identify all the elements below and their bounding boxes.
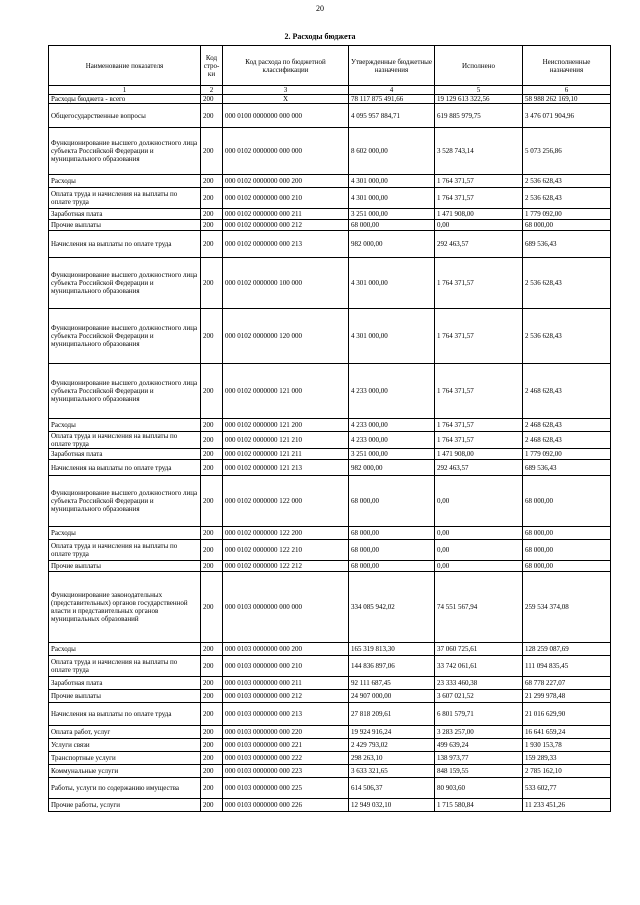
row-executed: 1 764 371,57 xyxy=(435,419,523,432)
row-executed: 3 283 257,00 xyxy=(435,726,523,739)
table-body xyxy=(49,95,611,812)
row-unexecuted: 2 536 628,43 xyxy=(523,175,611,188)
row-unexecuted: 68 000,00 xyxy=(523,476,611,527)
column-number: 6 xyxy=(523,86,611,95)
table-row xyxy=(49,432,611,449)
row-line-code: 200 xyxy=(201,703,223,726)
row-name: Расходы бюджета - всего xyxy=(49,95,201,104)
row-name: Заработная плата xyxy=(49,209,201,220)
row-expense-code: 000 0103 0000000 000 000 xyxy=(223,572,349,643)
header-unexecuted: Неисполненные назначения xyxy=(523,46,611,86)
row-name: Функционирование высшего должностного лица субъекта Российской Федерации и муниципального образования xyxy=(49,309,201,364)
row-executed: 37 060 725,61 xyxy=(435,643,523,656)
row-approved: 78 117 875 491,66 xyxy=(349,95,435,104)
row-expense-code: 000 0103 0000000 000 221 xyxy=(223,739,349,752)
column-number: 3 xyxy=(223,86,349,95)
row-expense-code: 000 0102 0000000 121 213 xyxy=(223,460,349,476)
row-name: Расходы xyxy=(49,643,201,656)
row-executed: 848 159,55 xyxy=(435,765,523,778)
row-executed: 1 764 371,57 xyxy=(435,258,523,309)
table-row xyxy=(49,104,611,128)
row-executed: 0,00 xyxy=(435,220,523,231)
table-row xyxy=(49,677,611,690)
row-expense-code: 000 0103 0000000 000 225 xyxy=(223,778,349,799)
table-row xyxy=(49,175,611,188)
row-executed: 1 764 371,57 xyxy=(435,175,523,188)
row-name: Расходы xyxy=(49,419,201,432)
row-approved: 4 301 000,00 xyxy=(349,309,435,364)
table-row xyxy=(49,765,611,778)
row-executed: 0,00 xyxy=(435,540,523,561)
column-number: 1 xyxy=(49,86,201,95)
row-expense-code: 000 0102 0000000 122 000 xyxy=(223,476,349,527)
row-line-code: 200 xyxy=(201,540,223,561)
row-name: Прочие выплаты xyxy=(49,561,201,572)
row-expense-code: 000 0102 0000000 120 000 xyxy=(223,309,349,364)
row-executed: 1 471 908,00 xyxy=(435,449,523,460)
row-unexecuted: 68 000,00 xyxy=(523,561,611,572)
row-expense-code: 000 0103 0000000 000 222 xyxy=(223,752,349,765)
row-line-code: 200 xyxy=(201,656,223,677)
row-line-code: 200 xyxy=(201,572,223,643)
row-expense-code: 000 0102 0000000 121 211 xyxy=(223,449,349,460)
row-name: Функционирование высшего должностного лица субъекта Российской Федерации и муниципального образования xyxy=(49,128,201,175)
row-name: Прочие выплаты xyxy=(49,220,201,231)
row-line-code: 200 xyxy=(201,677,223,690)
row-approved: 4 233 000,00 xyxy=(349,419,435,432)
row-line-code: 200 xyxy=(201,643,223,656)
row-expense-code: 000 0102 0000000 122 200 xyxy=(223,527,349,540)
table-row xyxy=(49,726,611,739)
row-executed: 1 764 371,57 xyxy=(435,188,523,209)
row-name: Коммунальные услуги xyxy=(49,765,201,778)
row-line-code: 200 xyxy=(201,231,223,258)
row-line-code: 200 xyxy=(201,128,223,175)
table-row xyxy=(49,209,611,220)
row-approved: 982 000,00 xyxy=(349,460,435,476)
row-expense-code: 000 0103 0000000 000 226 xyxy=(223,799,349,812)
row-approved: 298 263,10 xyxy=(349,752,435,765)
row-executed: 138 973,77 xyxy=(435,752,523,765)
row-executed: 0,00 xyxy=(435,476,523,527)
row-unexecuted: 16 641 659,24 xyxy=(523,726,611,739)
row-name: Общегосударственные вопросы xyxy=(49,104,201,128)
row-name: Функционирование законодательных (представительных) органов государственной власти и представительных органов муниципальных образований xyxy=(49,572,201,643)
row-name: Функционирование высшего должностного лица субъекта Российской Федерации и муниципального образования xyxy=(49,364,201,419)
row-approved: 68 000,00 xyxy=(349,540,435,561)
row-executed: 1 764 371,57 xyxy=(435,309,523,364)
row-unexecuted: 1 779 092,00 xyxy=(523,209,611,220)
row-unexecuted: 68 000,00 xyxy=(523,220,611,231)
column-number: 4 xyxy=(349,86,435,95)
row-line-code: 200 xyxy=(201,765,223,778)
row-unexecuted: 2 468 628,43 xyxy=(523,419,611,432)
row-expense-code: 000 0100 0000000 000 000 xyxy=(223,104,349,128)
table-row xyxy=(49,364,611,419)
row-name: Транспортные услуги xyxy=(49,752,201,765)
row-approved: 3 633 321,65 xyxy=(349,765,435,778)
row-approved: 4 301 000,00 xyxy=(349,188,435,209)
row-unexecuted: 128 259 087,69 xyxy=(523,643,611,656)
row-executed: 0,00 xyxy=(435,561,523,572)
row-executed: 33 742 061,61 xyxy=(435,656,523,677)
table-row xyxy=(49,752,611,765)
row-expense-code: 000 0102 0000000 122 210 xyxy=(223,540,349,561)
row-unexecuted: 58 988 262 169,10 xyxy=(523,95,611,104)
row-approved: 3 251 000,00 xyxy=(349,209,435,220)
row-unexecuted: 2 536 628,43 xyxy=(523,309,611,364)
row-approved: 4 301 000,00 xyxy=(349,258,435,309)
row-name: Прочие работы, услуги xyxy=(49,799,201,812)
table-row xyxy=(49,540,611,561)
row-executed: 23 333 460,38 xyxy=(435,677,523,690)
row-line-code: 200 xyxy=(201,739,223,752)
row-line-code: 200 xyxy=(201,561,223,572)
row-executed: 1 764 371,57 xyxy=(435,432,523,449)
row-expense-code: 000 0103 0000000 000 220 xyxy=(223,726,349,739)
table-row xyxy=(49,231,611,258)
row-line-code: 200 xyxy=(201,220,223,231)
row-unexecuted: 259 534 374,08 xyxy=(523,572,611,643)
section-title: 2. Расходы бюджета xyxy=(284,32,356,41)
row-line-code: 200 xyxy=(201,449,223,460)
row-executed: 6 801 579,71 xyxy=(435,703,523,726)
row-expense-code: 000 0102 0000000 000 213 xyxy=(223,231,349,258)
table-row xyxy=(49,95,611,104)
row-expense-code: 000 0103 0000000 000 213 xyxy=(223,703,349,726)
row-line-code: 200 xyxy=(201,432,223,449)
row-expense-code: 000 0103 0000000 000 223 xyxy=(223,765,349,778)
table-row xyxy=(49,799,611,812)
header-approved: Утвержденные бюджетные назначения xyxy=(349,46,435,86)
row-unexecuted: 5 073 256,86 xyxy=(523,128,611,175)
row-executed: 619 885 979,75 xyxy=(435,104,523,128)
table-row xyxy=(49,656,611,677)
row-name: Функционирование высшего должностного лица субъекта Российской Федерации и муниципального образования xyxy=(49,476,201,527)
row-executed: 1 715 580,84 xyxy=(435,799,523,812)
row-expense-code: 000 0102 0000000 000 200 xyxy=(223,175,349,188)
column-number-row xyxy=(49,86,611,95)
row-name: Расходы xyxy=(49,175,201,188)
header-executed: Исполнено xyxy=(435,46,523,86)
row-line-code: 200 xyxy=(201,175,223,188)
row-unexecuted: 689 536,43 xyxy=(523,231,611,258)
row-unexecuted: 2 536 628,43 xyxy=(523,258,611,309)
row-line-code: 200 xyxy=(201,752,223,765)
row-approved: 4 301 000,00 xyxy=(349,175,435,188)
row-unexecuted: 533 602,77 xyxy=(523,778,611,799)
row-executed: 499 639,24 xyxy=(435,739,523,752)
row-executed: 292 463,57 xyxy=(435,460,523,476)
table-row xyxy=(49,690,611,703)
page-number: 20 xyxy=(316,4,324,13)
table-row xyxy=(49,561,611,572)
row-line-code: 200 xyxy=(201,778,223,799)
row-line-code: 200 xyxy=(201,258,223,309)
row-approved: 165 319 813,30 xyxy=(349,643,435,656)
row-unexecuted: 689 536,43 xyxy=(523,460,611,476)
row-line-code: 200 xyxy=(201,104,223,128)
row-expense-code: 000 0102 0000000 100 000 xyxy=(223,258,349,309)
row-line-code: 200 xyxy=(201,309,223,364)
row-line-code: 200 xyxy=(201,476,223,527)
row-unexecuted: 2 785 162,10 xyxy=(523,765,611,778)
row-unexecuted: 11 233 451,26 xyxy=(523,799,611,812)
row-executed: 74 551 567,94 xyxy=(435,572,523,643)
table-row xyxy=(49,419,611,432)
row-expense-code: 000 0102 0000000 000 212 xyxy=(223,220,349,231)
row-unexecuted: 21 299 978,48 xyxy=(523,690,611,703)
row-line-code: 200 xyxy=(201,460,223,476)
row-approved: 24 907 000,00 xyxy=(349,690,435,703)
row-expense-code: 000 0102 0000000 122 212 xyxy=(223,561,349,572)
row-name: Функционирование высшего должностного лица субъекта Российской Федерации и муниципального образования xyxy=(49,258,201,309)
row-line-code: 200 xyxy=(201,419,223,432)
row-name: Работы, услуги по содержанию имущества xyxy=(49,778,201,799)
row-line-code: 200 xyxy=(201,209,223,220)
row-expense-code: 000 0102 0000000 000 211 xyxy=(223,209,349,220)
row-approved: 68 000,00 xyxy=(349,527,435,540)
row-name: Оплата труда и начисления на выплаты по оплате труда xyxy=(49,432,201,449)
row-name: Начисления на выплаты по оплате труда xyxy=(49,231,201,258)
row-approved: 4 095 957 884,71 xyxy=(349,104,435,128)
row-unexecuted: 111 094 835,45 xyxy=(523,656,611,677)
row-approved: 12 949 032,10 xyxy=(349,799,435,812)
row-executed: 3 528 743,14 xyxy=(435,128,523,175)
row-approved: 8 602 000,00 xyxy=(349,128,435,175)
row-approved: 3 251 000,00 xyxy=(349,449,435,460)
row-approved: 4 233 000,00 xyxy=(349,432,435,449)
row-expense-code: 000 0103 0000000 000 212 xyxy=(223,690,349,703)
row-executed: 0,00 xyxy=(435,527,523,540)
row-executed: 292 463,57 xyxy=(435,231,523,258)
row-unexecuted: 2 468 628,43 xyxy=(523,432,611,449)
row-approved: 614 506,37 xyxy=(349,778,435,799)
row-name: Оплата труда и начисления на выплаты по оплате труда xyxy=(49,656,201,677)
row-name: Оплата труда и начисления на выплаты по оплате труда xyxy=(49,540,201,561)
row-name: Прочие выплаты xyxy=(49,690,201,703)
row-executed: 3 607 021,52 xyxy=(435,690,523,703)
row-approved: 4 233 000,00 xyxy=(349,364,435,419)
row-expense-code: 000 0102 0000000 000 000 xyxy=(223,128,349,175)
header-line: Код стро-ки xyxy=(201,46,223,86)
row-approved: 144 836 897,06 xyxy=(349,656,435,677)
row-expense-code: 000 0102 0000000 121 200 xyxy=(223,419,349,432)
table-row xyxy=(49,476,611,527)
table-row xyxy=(49,309,611,364)
row-approved: 68 000,00 xyxy=(349,476,435,527)
row-name: Оплата работ, услуг xyxy=(49,726,201,739)
row-unexecuted: 68 000,00 xyxy=(523,527,611,540)
row-name: Заработная плата xyxy=(49,449,201,460)
column-number: 2 xyxy=(201,86,223,95)
row-expense-code: X xyxy=(223,95,349,104)
row-line-code: 200 xyxy=(201,527,223,540)
row-approved: 27 818 209,61 xyxy=(349,703,435,726)
header-code: Код расхода по бюджетной классификации xyxy=(223,46,349,86)
table-row xyxy=(49,703,611,726)
row-unexecuted: 1 779 092,00 xyxy=(523,449,611,460)
row-expense-code: 000 0102 0000000 121 000 xyxy=(223,364,349,419)
row-line-code: 200 xyxy=(201,690,223,703)
row-expense-code: 000 0103 0000000 000 211 xyxy=(223,677,349,690)
row-expense-code: 000 0102 0000000 000 210 xyxy=(223,188,349,209)
row-executed: 80 903,60 xyxy=(435,778,523,799)
row-name: Начисления на выплаты по оплате труда xyxy=(49,460,201,476)
row-unexecuted: 68 778 227,07 xyxy=(523,677,611,690)
row-approved: 2 429 793,02 xyxy=(349,739,435,752)
row-name: Оплата труда и начисления на выплаты по оплате труда xyxy=(49,188,201,209)
row-unexecuted: 68 000,00 xyxy=(523,540,611,561)
row-name: Услуги связи xyxy=(49,739,201,752)
row-executed: 19 129 613 322,56 xyxy=(435,95,523,104)
table-row xyxy=(49,220,611,231)
row-approved: 92 111 687,45 xyxy=(349,677,435,690)
table-row xyxy=(49,128,611,175)
table-row xyxy=(49,449,611,460)
row-approved: 982 000,00 xyxy=(349,231,435,258)
row-expense-code: 000 0102 0000000 121 210 xyxy=(223,432,349,449)
row-approved: 68 000,00 xyxy=(349,220,435,231)
row-expense-code: 000 0103 0000000 000 200 xyxy=(223,643,349,656)
row-line-code: 200 xyxy=(201,726,223,739)
table-row xyxy=(49,572,611,643)
row-approved: 19 924 916,24 xyxy=(349,726,435,739)
table-row xyxy=(49,739,611,752)
table-row xyxy=(49,460,611,476)
table-row xyxy=(49,643,611,656)
row-unexecuted: 2 468 628,43 xyxy=(523,364,611,419)
row-unexecuted: 1 930 153,78 xyxy=(523,739,611,752)
row-executed: 1 471 908,00 xyxy=(435,209,523,220)
table-header-row xyxy=(49,46,611,86)
row-unexecuted: 21 016 629,90 xyxy=(523,703,611,726)
row-approved: 68 000,00 xyxy=(349,561,435,572)
table-row xyxy=(49,258,611,309)
row-line-code: 200 xyxy=(201,95,223,104)
row-line-code: 200 xyxy=(201,364,223,419)
table-row xyxy=(49,188,611,209)
row-expense-code: 000 0103 0000000 000 210 xyxy=(223,656,349,677)
row-line-code: 200 xyxy=(201,188,223,209)
row-unexecuted: 3 476 071 904,96 xyxy=(523,104,611,128)
row-name: Заработная плата xyxy=(49,677,201,690)
row-approved: 334 085 942,02 xyxy=(349,572,435,643)
budget-expenses-table xyxy=(48,45,611,812)
table-row xyxy=(49,527,611,540)
row-name: Расходы xyxy=(49,527,201,540)
table-row xyxy=(49,778,611,799)
header-name: Наименование показателя xyxy=(49,46,201,86)
row-unexecuted: 159 289,33 xyxy=(523,752,611,765)
row-unexecuted: 2 536 628,43 xyxy=(523,188,611,209)
row-executed: 1 764 371,57 xyxy=(435,364,523,419)
row-line-code: 200 xyxy=(201,799,223,812)
column-number: 5 xyxy=(435,86,523,95)
row-name: Начисления на выплаты по оплате труда xyxy=(49,703,201,726)
